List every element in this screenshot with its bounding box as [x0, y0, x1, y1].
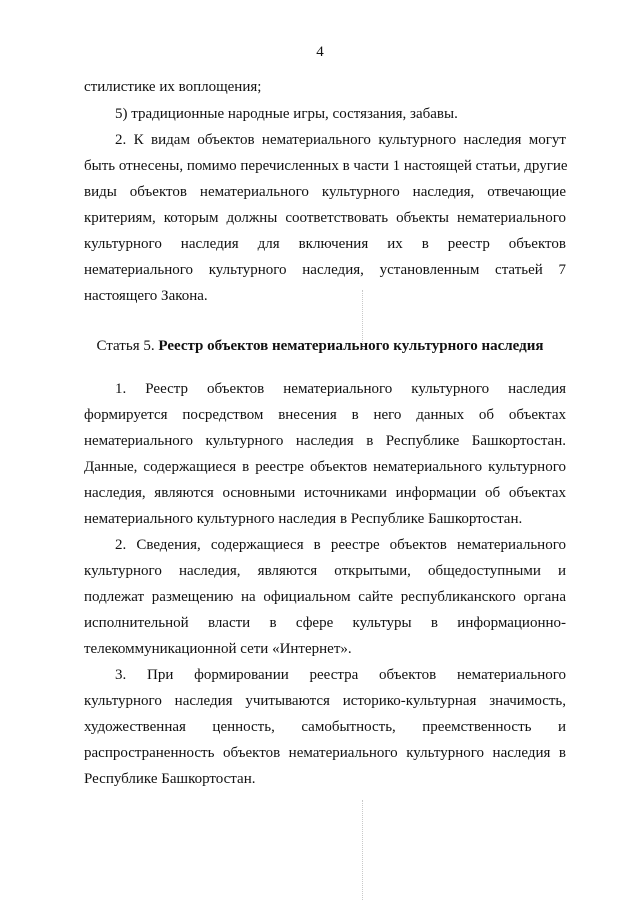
text-line: культурного наследия, являются открытыми, общедоступными и [84, 563, 566, 579]
text-line: культурного наследия для включения их в реестр объектов [84, 236, 566, 252]
scan-mark [362, 290, 363, 350]
scan-mark [362, 800, 363, 900]
text-line: художественная ценность, самобытность, преемственность и [84, 719, 566, 735]
text-line: Республике Башкортостан. [84, 771, 256, 787]
text-line: настоящего Закона. [84, 288, 208, 304]
text-line: нематериального культурного наследия в Республике Башкортостан. [84, 511, 523, 527]
text-line: быть отнесены, помимо перечисленных в части 1 настоящей статьи, другие [84, 158, 568, 174]
text-line: 5) традиционные народные игры, состязания, забавы. [115, 106, 458, 122]
text-line: 3. При формировании реестра объектов нематериального [115, 667, 566, 683]
text-line: подлежат размещению на официальном сайте республиканского органа [84, 589, 566, 605]
text-line: культурного наследия учитываются историко-культурная значимость, [84, 693, 566, 709]
article-heading [0, 337, 640, 355]
text-line: Данные, содержащиеся в реестре объектов нематериального культурного [84, 459, 566, 475]
text-line: 1. Реестр объектов нематериального культурного наследия [115, 381, 566, 397]
text-line: критериям, которым должны соответствовать объекты нематериального [84, 210, 566, 226]
article-title: Реестр объектов нематериального культурного наследия [158, 338, 544, 354]
text-line: нематериального культурного наследия в Республике Башкортостан. [84, 433, 566, 449]
article-number: Статья 5. [96, 338, 155, 354]
text-line: виды объектов нематериального культурного наследия, отвечающие [84, 184, 566, 200]
text-line: формируется посредством внесения в него данных об объектах [84, 407, 566, 423]
text-line: 2. Сведения, содержащиеся в реестре объектов нематериального [115, 537, 566, 553]
text-line: наследия, являются основными источниками информации об объектах [84, 485, 566, 501]
text-line: нематериального культурного наследия, установленным статьей 7 [84, 262, 566, 278]
text-line: распространенность объектов нематериального культурного наследия в [84, 745, 566, 761]
text-line: 2. К видам объектов нематериального культурного наследия могут [115, 132, 566, 148]
text-line: исполнительной власти в сфере культуры в информационно- [84, 615, 566, 631]
text-line: телекоммуникационной сети «Интернет». [84, 641, 352, 657]
page-number: 4 [316, 44, 324, 60]
text-line: стилистике их воплощения; [84, 79, 262, 95]
